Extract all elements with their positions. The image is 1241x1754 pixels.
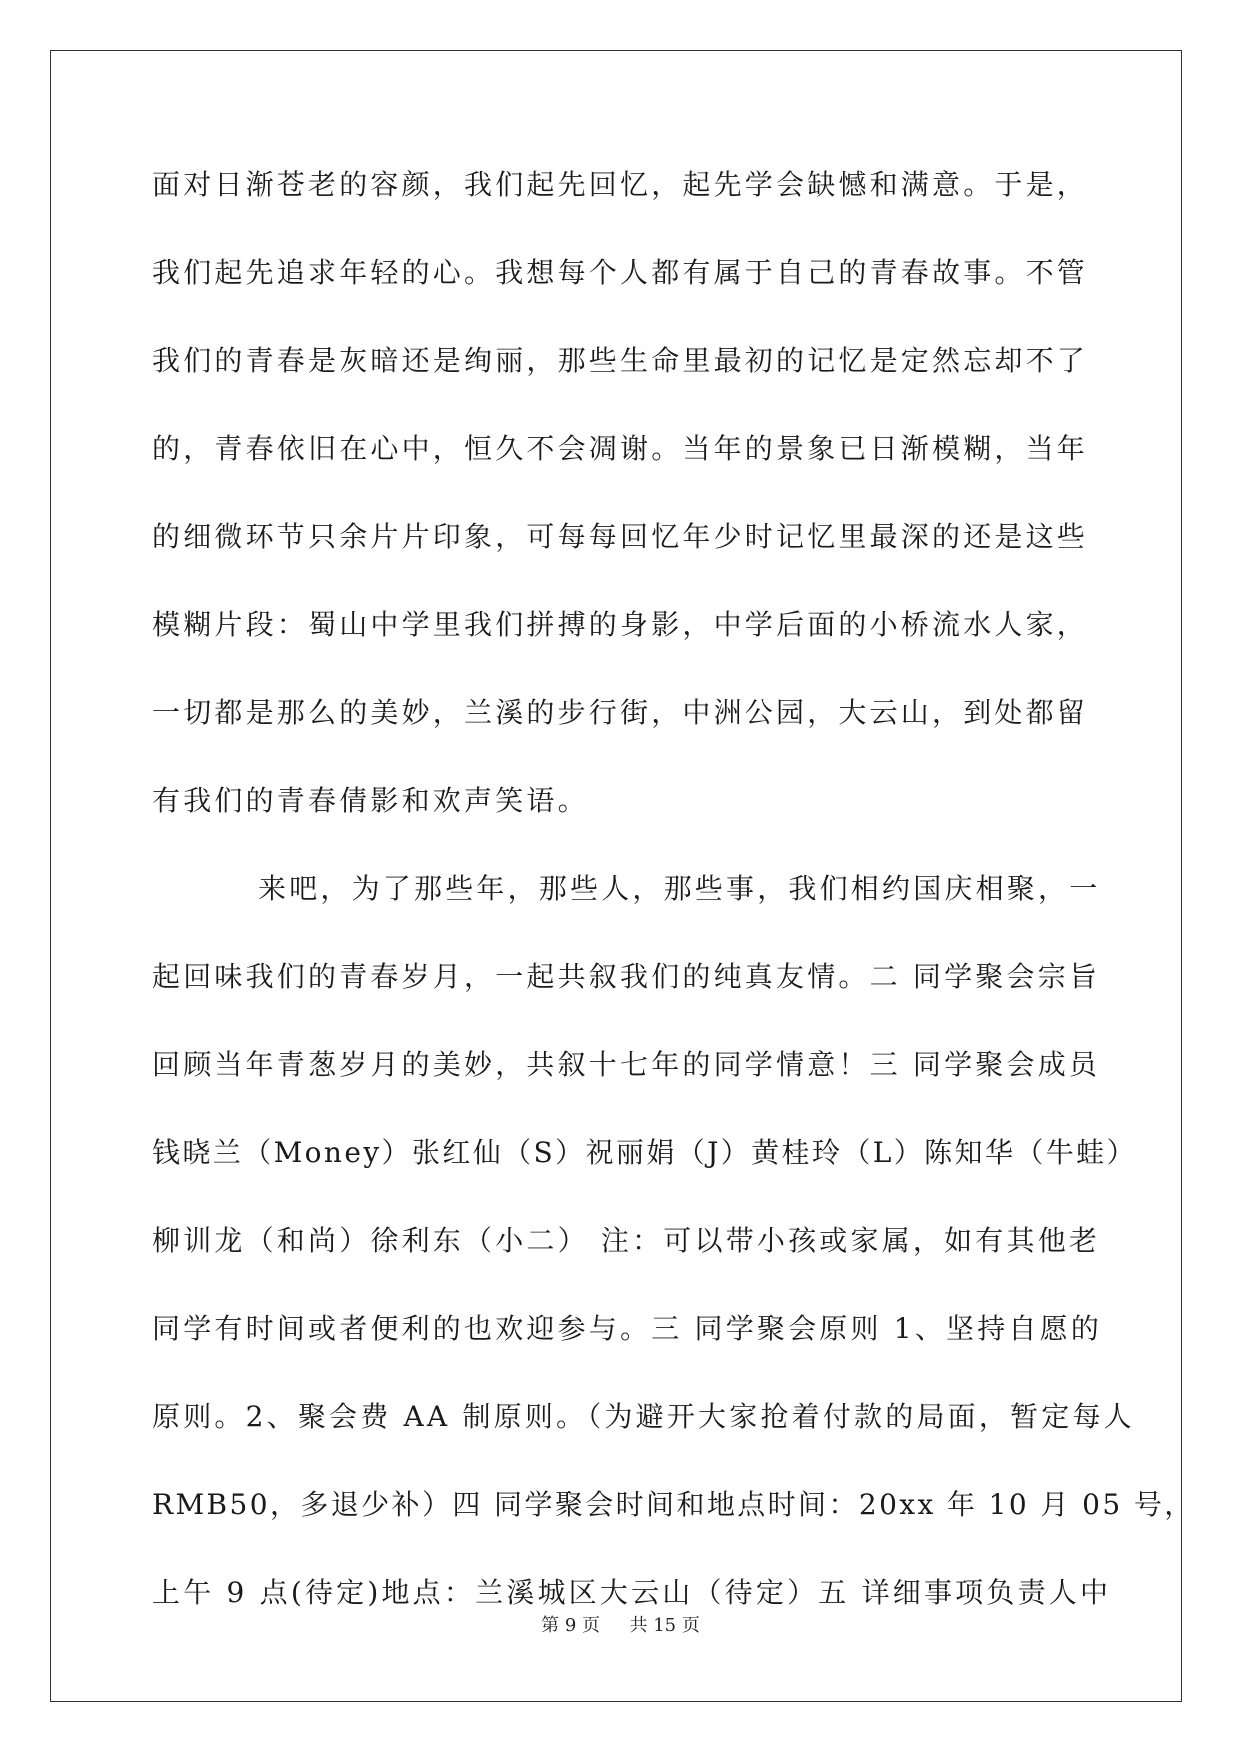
text-line: 上午 9 点(待定)地点：兰溪城区大云山（待定）五 详细事项负责人中 bbox=[152, 1576, 1112, 1609]
text-line: 原则。2、聚会费 AA 制原则。（为避开大家抢着付款的局面，暂定每人 bbox=[152, 1400, 1135, 1433]
text-line: 模糊片段：蜀山中学里我们拼搏的身影，中学后面的小桥流水人家， bbox=[152, 608, 1089, 641]
paragraph-first-line: 来吧，为了那些年，那些人，那些事，我们相约国庆相聚，一 bbox=[258, 872, 1101, 905]
document-body bbox=[152, 158, 1195, 1654]
text-line: 有我们的青春倩影和欢声笑语。 bbox=[152, 784, 589, 817]
text-line: 同学有时间或者便利的也欢迎参与。三 同学聚会原则 1、坚持自愿的 bbox=[152, 1312, 1103, 1345]
page-number: 第 9 页 bbox=[541, 1615, 601, 1636]
text-line: 面对日渐苍老的容颜，我们起先回忆，起先学会缺憾和满意。于是， bbox=[152, 168, 1089, 201]
text-line: 的，青春依旧在心中，恒久不会凋谢。当年的景象已日渐模糊，当年 bbox=[152, 432, 1089, 465]
text-line: 的细微环节只余片片印象，可每每回忆年少时记忆里最深的还是这些 bbox=[152, 520, 1089, 553]
text-line: 我们起先追求年轻的心。我想每个人都有属于自己的青春故事。不管 bbox=[152, 256, 1089, 289]
text-line: 起回味我们的青春岁月，一起共叙我们的纯真友情。二 同学聚会宗旨 bbox=[152, 960, 1101, 993]
text-line: 柳训龙（和尚）徐利东（小二） 注：可以带小孩或家属，如有其他老 bbox=[152, 1224, 1101, 1257]
page-footer bbox=[0, 1614, 1241, 1638]
page-total: 共 15 页 bbox=[629, 1615, 700, 1636]
text-line: 回顾当年青葱岁月的美妙，共叙十七年的同学情意！三 同学聚会成员 bbox=[152, 1048, 1101, 1081]
text-line: 我们的青春是灰暗还是绚丽，那些生命里最初的记忆是定然忘却不了 bbox=[152, 344, 1089, 377]
text-line: 钱晓兰（Money）张红仙（S）祝丽娟（J）黄桂玲（L）陈知华（牛蛙） bbox=[152, 1136, 1137, 1169]
text-line: 一切都是那么的美妙，兰溪的步行街，中洲公园，大云山，到处都留 bbox=[152, 696, 1089, 729]
text-line: RMB50，多退少补）四 同学聚会时间和地点时间：20xx 年 10 月 05 号， bbox=[152, 1488, 1195, 1521]
